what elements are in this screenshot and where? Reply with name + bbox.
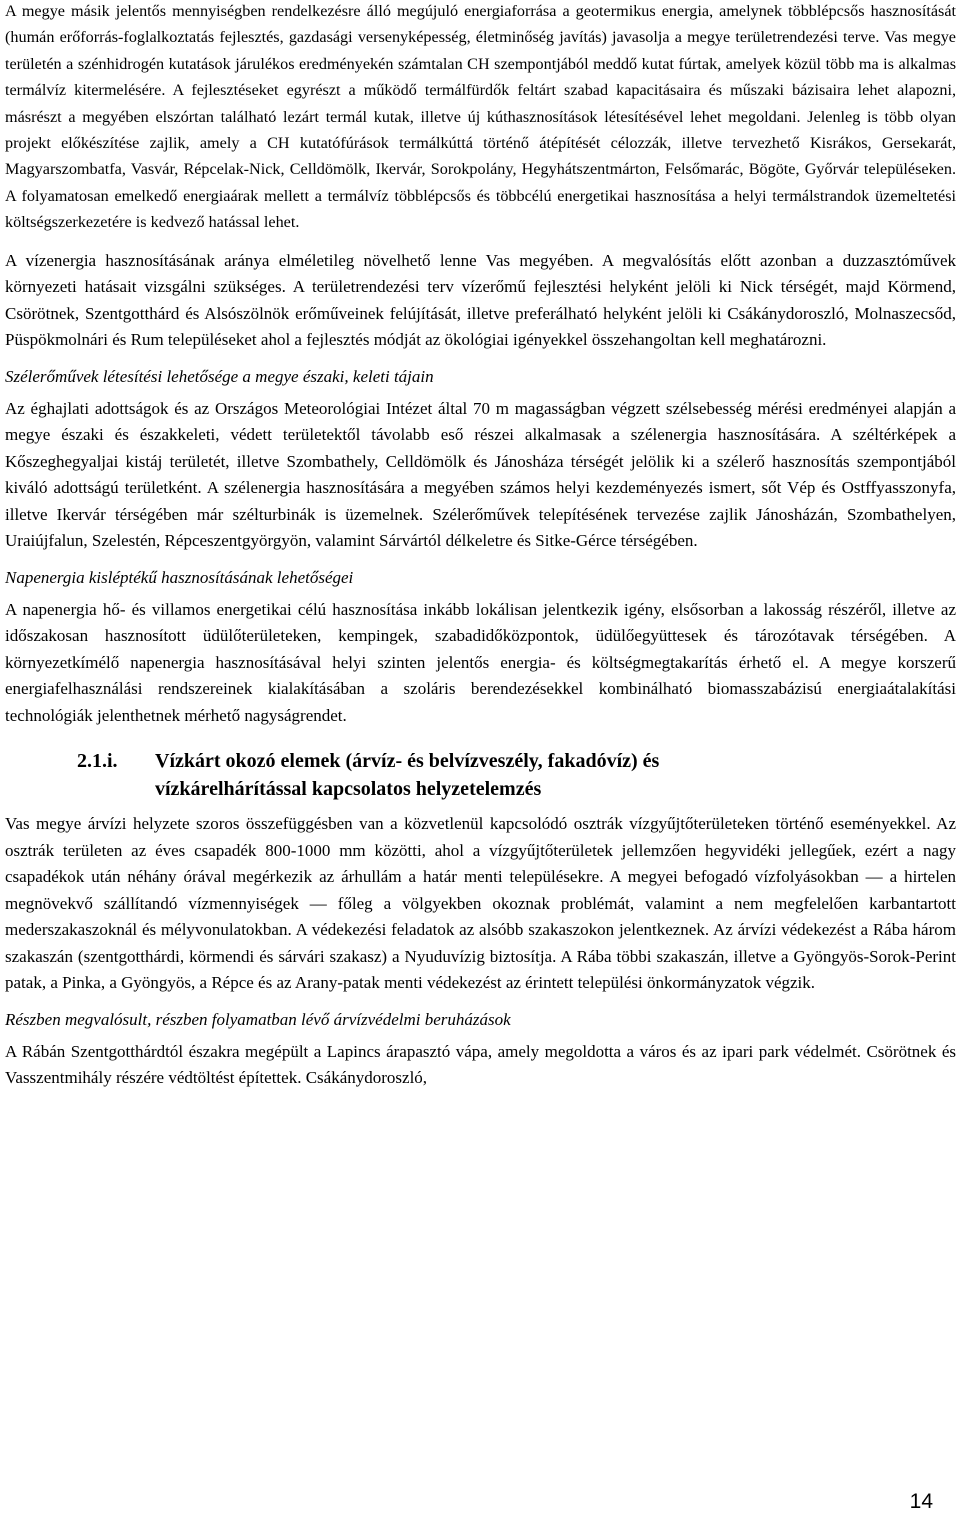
paragraph-water-energy: A vízenergia hasznosításának aránya elméletileg növelhető lenne Vas megyében. A megvalósítás előtt azonban a duzzasztóművek környezeti hatásait vizsgálni szükséges. A területrendezési terv vízerőmű fejlesztési helyként jelöli ki Nick térségét, majd Körmend, Csörötnek, Szentgotthárd és Alsószölnök erőműveinek felújítását, illetve preferálható helyként jelöli ki Csákánydoroszló, Molnaszecsőd, Püspökmolnári és Rum településeket ahol a fejlesztés módját az ökológiai igényekkel összehangoltan kell meghatározni. xyxy=(5,250,956,350)
page-number: 14 xyxy=(909,1490,933,1513)
paragraph-geothermal-text: A megye másik jelentős mennyiségben rendelkezésre álló megújuló energiaforrása a geotermikus energia, amelynek többlépcsős hasznosítását (humán erőforrás-foglalkoztatás fejlesztés, gazdasági versenyképesség, életminőség javítás) javasolja a megye területrendezési terve. Vas megye területén a szénhidrogén kutatások járulékos eredményekén számtalan CH szempontjából meddő kutat fúrtak, amelyek közül több ma is alkalmas termálvíz kitermelésére. xyxy=(5,2,956,100)
subheading-solar: Napenergia kisléptékű hasznosításának lehetőségei xyxy=(5,567,354,587)
subheading-wind: Szélerőművek létesítési lehetősége a megye északi, keleti tájain xyxy=(5,366,434,386)
document-page xyxy=(5,0,956,1092)
paragraph-geothermal-cont: A fejlesztéseket egyrészt a működő termálfürdők feltárt szabad kapacitásaira és műszaki bázisaira lehet alapozni, másrészt a megyében elszórtan található lezárt termál kutak, illetve új kúthasznosítások létesítésével lehet megoldani. Jelenleg is több olyan projekt előkészítése zajlik, amely a CH kutatófúrások termálkúttá történő átépítését célozzák, illetve tervezhető Kisrákos, Gersekarát, Magyarszombatfa, Vasvár, Répcelak-Nick, Celldömölk, Ikervár, Sorokpolány, Hegyhátszentmárton, Felsőmarác, Bögöte, Győrvár településeken. A folyamatosan emelkedő energiaárak mellett a termálvíz többlépcsős és többcélú energetikai hasznosítása a helyi termálstrandok üzemeltetési költségszerkezetére is kedvező hatással lehet. xyxy=(5,81,956,232)
section-number: 2.1.i. xyxy=(77,750,118,773)
paragraph-wind: Az éghajlati adottságok és az Országos Meteorológiai Intézet által 70 m magasságban végzett szélsebesség mérési eredményei alapján a megye északi és északkeleti, védett területektől távolabb eső részei alkalmasak a szélenergia hasznosítására. A széltérképek a Kőszeghegyaljai kistáj területét, illetve Szombathely, Celldömölk és Jánosháza térségét jelölik ki a szélerő hasznosítás szempontjából kiváló adottságú területként. A szélenergia hasznosítására a megyében számos helyi kezdeményezés ismert, sőt Vép és Ostffyasszonyfa, illetve Ikervár térségében már szélturbinák is üzemelnek. Szélerőművek telepítésének tervezése zajlik Jánosházán, Szombathelyen, Uraiújfalun, Szelestén, Répceszentgyörgyön, valamint Sárvártól délkeletre és Sitke-Gérce térségében. xyxy=(5,398,956,551)
subheading-flood-projects: Részben megvalósult, részben folyamatban lévő árvízvédelmi beruházások xyxy=(5,1009,511,1029)
section-heading xyxy=(77,747,956,803)
paragraph-flood: Vas megye árvízi helyzete szoros összefüggésben van a közvetlenül kapcsolódó osztrák vízgyűjtőterületeken történő eseményekkel. Az osztrák területen az éves csapadék 800-1000 mm közötti, ahol a vízgyűjtőterületek jellemzően hegyvidéki jellegűek, ezért a nagy csapadékok után néhány órával megérkezik az árhullám a határ menti településekre. A megyei befogadó vízfolyásokban — a hirtelen megnövekvő szállítandó vízmennyiségek — főleg a völgyekben okoznak problémát, valamint a nem megfelelően karbantartott mederszakaszoknál és mélyvonulatokban. A védekezési feladatok az alsóbb szakaszokon jelentkeznek. Az árvízi védekezést a Rába három szakaszán (szentgotthárdi, körmendi és sárvári szakasz) a Nyuduvízig biztosítja. A Rába többi szakaszán, illetve a Gyöngyös-Sorok-Perint patak, a Pinka, a Gyöngyös, a Répce és az Arany-patak menti védekezést az érintett települési önkormányzatok végzik. xyxy=(5,814,956,993)
paragraph-geothermal xyxy=(5,0,956,236)
section-title: Vízkárt okozó elemek (árvíz- és belvízveszély, fakadóvíz) és vízkárelhárítással kapcsolatos helyzetelemzés xyxy=(155,750,660,801)
paragraph-solar: A napenergia hő- és villamos energetikai célú hasznosítása inkább lokálisan jelentkezik igény, elsősorban a lakosság részéről, illetve az időszakosan hasznosított üdülőterületeken, kempingek, szabadidőközpontok, üdülőegyüttesek és tározótavak térségében. A környezetkímélő napenergia hasznosításával helyi szinten jelentős energia- és költségmegtakarítás érhető el. A megye korszerű energiafelhasználási rendszereinek kialakításában a szoláris berendezésekkel kombinálható biomasszabázisú energiaátalakítási technológiák jelenthetnek mérhető nagyságrendet. xyxy=(5,599,956,725)
paragraph-raba: A Rábán Szentgotthárdtól északra megépült a Lapincs árapasztó vápa, amely megoldotta a város és az ipari park védelmét. Csörötnek és Vasszentmihály részére védtöltést építettek. Csákánydoroszló, xyxy=(5,1041,956,1088)
